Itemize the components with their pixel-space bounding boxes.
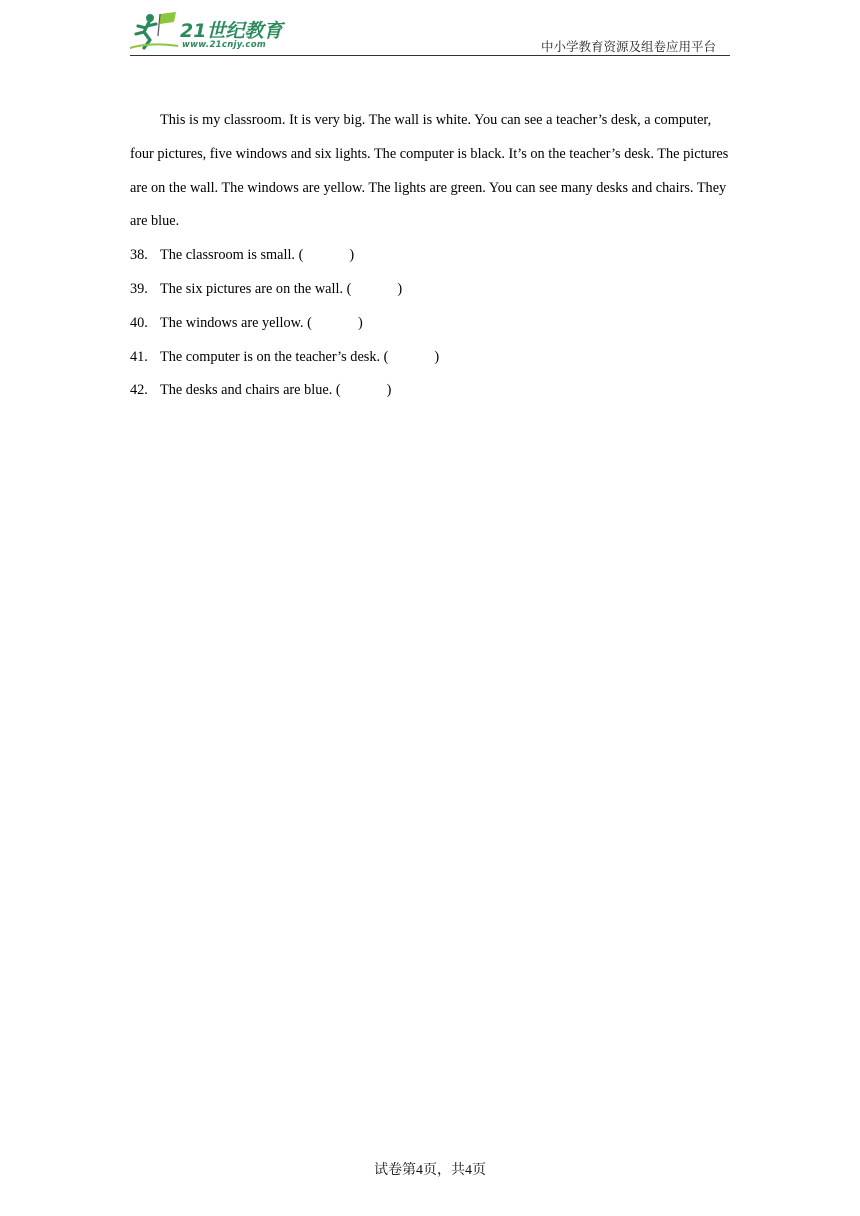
question-number: 42.	[130, 382, 148, 399]
question-close: )	[434, 348, 440, 365]
reading-passage: This is my classroom. It is very big. The wall is white. You can see a teacher’s desk, a computer, four pictures, five windows and six lights. The computer is black. It’s on the teacher’s desk. The pictures are on the wall. The windows are yellow. The lights are green. You can see many desks and chairs. They are blue.	[130, 112, 729, 230]
question-number: 39.	[130, 280, 148, 297]
logo-url: www.21cnjy.com	[182, 40, 266, 50]
question-number: 40.	[130, 314, 148, 331]
question-text: The desks and chairs are blue. (	[160, 382, 341, 399]
question-40	[130, 307, 730, 341]
question-text: The classroom is small. (	[160, 247, 304, 264]
question-text: The computer is on the teacher’s desk. (	[160, 348, 389, 365]
header-platform-text: 中小学教育资源及组卷应用平台	[540, 40, 716, 54]
question-text: The windows are yellow. (	[160, 314, 312, 331]
logo-text: 21世纪教育	[180, 20, 283, 42]
question-number: 38.	[130, 247, 148, 264]
runner-flag-icon	[130, 10, 182, 52]
page-footer: 试卷第4页，共4页	[374, 1163, 486, 1178]
question-close: )	[357, 314, 363, 331]
question-39	[130, 273, 730, 307]
question-close: )	[397, 280, 403, 297]
question-number: 41.	[130, 348, 148, 365]
question-41	[130, 341, 730, 375]
question-38	[130, 239, 730, 273]
brand-logo	[130, 10, 300, 52]
page-header	[130, 8, 730, 56]
question-close: )	[386, 382, 392, 399]
question-text: The six pictures are on the wall. (	[160, 280, 352, 297]
question-close: )	[349, 247, 355, 264]
question-42	[130, 374, 730, 408]
reading-section	[130, 104, 730, 408]
